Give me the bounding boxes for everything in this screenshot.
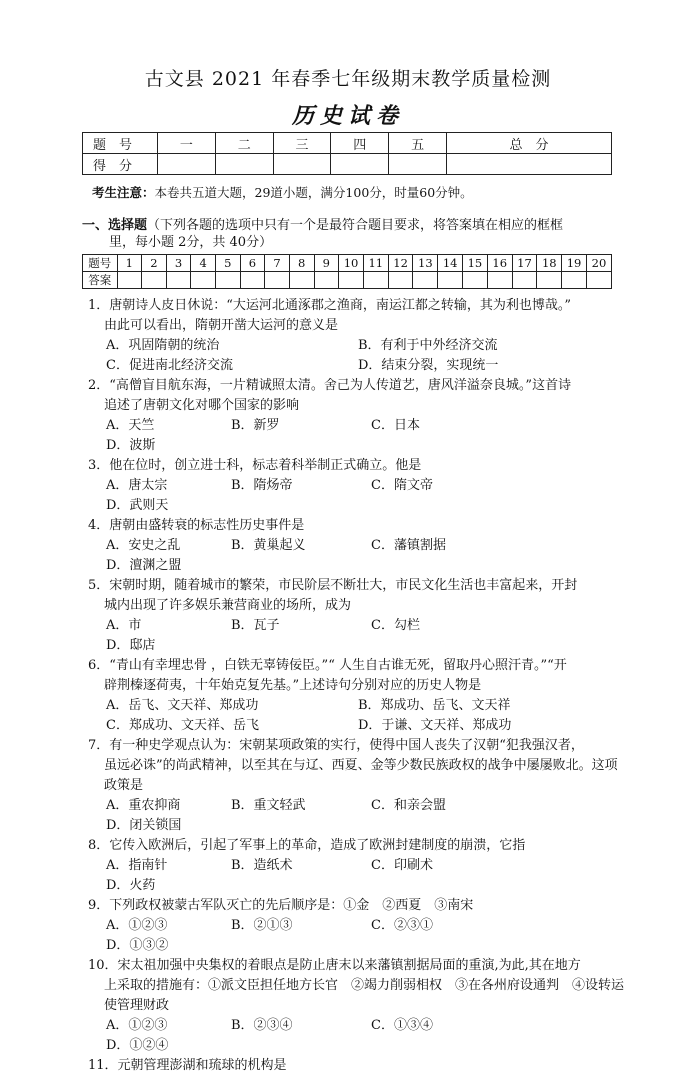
option[interactable]: B．②①③ [231, 918, 293, 933]
answer-number-cell: 8 [289, 255, 314, 272]
score-cell[interactable] [331, 154, 389, 175]
answer-table [82, 254, 612, 289]
score-header-4: 四 [331, 133, 389, 154]
question [88, 736, 628, 836]
answer-number-label: 题号 [83, 255, 118, 272]
score-cell[interactable] [446, 154, 611, 175]
option[interactable]: A．重农抑商 [106, 798, 181, 813]
notice-text: 本卷共五道大题，29道小题，满分100分，时量60分钟。 [154, 185, 473, 200]
section-1-heading: 一、选择题 [82, 218, 148, 233]
score-header-1: 一 [158, 133, 216, 154]
question-stem: 8．它传入欧洲后，引起了军事上的革命，造成了欧洲封建制度的崩溃，它指 [88, 838, 526, 853]
score-cell[interactable] [158, 154, 216, 175]
option[interactable]: A．巩固隋朝的统治 [106, 338, 220, 353]
answer-cell[interactable] [487, 272, 512, 289]
score-header-5: 五 [389, 133, 447, 154]
question-options [88, 536, 628, 576]
option[interactable]: C．①③④ [371, 1018, 433, 1033]
answer-cell[interactable] [339, 272, 364, 289]
option[interactable]: B．②③④ [231, 1018, 293, 1033]
answer-cell[interactable] [512, 272, 537, 289]
score-table [82, 132, 612, 175]
option[interactable]: B．新罗 [231, 418, 280, 433]
notice-label: 考生注意： [92, 185, 155, 200]
question-stem-continued: 由此可以看出，隋朝开凿大运河的意义是 [104, 318, 339, 333]
score-cell[interactable] [273, 154, 331, 175]
question-stem: 6．“青山有幸埋忠骨 ，白铁无辜铸佞臣。”“ 人生自古谁无死，留取丹心照汗青。”“开 [88, 658, 567, 673]
score-row-label: 得 分 [83, 154, 158, 175]
option[interactable]: A．①②③ [106, 1018, 168, 1033]
option[interactable]: C．印刷术 [371, 858, 433, 873]
option[interactable]: D．于谦、文天祥、郑成功 [358, 718, 512, 733]
option[interactable]: C．促进南北经济交流 [106, 358, 233, 373]
question-options [88, 1016, 628, 1056]
answer-number-cell: 3 [166, 255, 191, 272]
answer-cell[interactable] [142, 272, 167, 289]
answer-number-cell: 18 [537, 255, 562, 272]
option[interactable]: A．岳飞、文天祥、郑成功 [106, 698, 259, 713]
question-options [88, 856, 628, 896]
answer-number-cell: 13 [413, 255, 438, 272]
question-stem: 7．有一种史学观点认为：宋朝某项政策的实行，使得中国人丧失了汉朝“犯我强汉者， [88, 738, 584, 753]
answer-number-cell: 14 [438, 255, 463, 272]
score-table-header-row [83, 133, 612, 154]
answer-cell[interactable] [289, 272, 314, 289]
question-options [88, 336, 628, 376]
question [88, 836, 628, 896]
score-cell[interactable] [389, 154, 447, 175]
option[interactable]: A．安史之乱 [106, 538, 181, 553]
answer-cell[interactable] [586, 272, 611, 289]
option[interactable]: C．和亲会盟 [371, 798, 446, 813]
answer-cell[interactable] [413, 272, 438, 289]
option[interactable]: D．火药 [106, 878, 156, 893]
answer-cell[interactable] [240, 272, 265, 289]
answer-number-cell: 17 [512, 255, 537, 272]
question-options [88, 696, 628, 736]
answer-number-cell: 4 [191, 255, 216, 272]
answer-cell[interactable] [191, 272, 216, 289]
question [88, 1056, 628, 1076]
question [88, 456, 628, 516]
score-header-label: 题 号 [83, 133, 158, 154]
answer-cell[interactable] [562, 272, 587, 289]
question [88, 376, 628, 456]
question-options [88, 416, 628, 456]
answer-cell[interactable] [314, 272, 339, 289]
option[interactable]: B．瓦子 [231, 618, 280, 633]
answer-cell[interactable] [265, 272, 290, 289]
option[interactable]: B．郑成功、岳飞、文天祥 [358, 698, 511, 713]
question-options [88, 476, 628, 516]
answer-cell[interactable] [537, 272, 562, 289]
answer-number-cell: 6 [240, 255, 265, 272]
option[interactable]: C．郑成功、文天祥、岳飞 [106, 718, 259, 733]
option[interactable]: C．勾栏 [371, 618, 420, 633]
option[interactable]: B．黄巢起义 [231, 538, 306, 553]
option[interactable]: B．隋炀帝 [231, 478, 293, 493]
answer-cell[interactable] [166, 272, 191, 289]
option[interactable]: C．②③① [371, 918, 433, 933]
score-header-3: 三 [273, 133, 331, 154]
option[interactable]: B．造纸术 [231, 858, 293, 873]
answer-number-cell: 12 [388, 255, 413, 272]
answer-number-row [83, 255, 612, 272]
question-stem-continued: 城内出现了许多娱乐兼营商业的场所，成为 [104, 598, 352, 613]
option[interactable]: A．唐太宗 [106, 478, 168, 493]
question-stem-continued: 辟荆榛逐荷夷，十年始克复先基。”上述诗句分别对应的历史人物是 [104, 678, 482, 693]
question-options [88, 796, 628, 836]
option[interactable]: B．有利于中外经济交流 [358, 338, 498, 353]
section-1-instruction-1: （下列各题的选项中只有一个是最符合题目要求，将答案填在相应的框框 [147, 218, 564, 233]
question-list [88, 296, 628, 1076]
answer-number-cell: 20 [586, 255, 611, 272]
answer-number-cell: 9 [314, 255, 339, 272]
option[interactable]: A．指南针 [106, 858, 168, 873]
exam-notice [92, 183, 473, 201]
question-stem: 1．唐朝诗人皮日休说：“大运河北通涿郡之渔商，南运江都之转输，其为利也博哉。” [88, 298, 572, 313]
score-header-2: 二 [215, 133, 273, 154]
question-stem: 11．元朝管理澎湖和琉球的机构是 [88, 1058, 287, 1073]
answer-cell[interactable] [363, 272, 388, 289]
option[interactable]: D．①③② [106, 938, 169, 953]
question-stem: 9．下列政权被蒙古军队灭亡的先后顺序是：①金 ②西夏 ③南宋 [88, 898, 474, 913]
option[interactable]: A．市 [106, 618, 142, 633]
answer-number-cell: 10 [339, 255, 364, 272]
option[interactable]: D．波斯 [106, 438, 156, 453]
option[interactable]: B．重文轻武 [231, 798, 306, 813]
score-table-score-row [83, 154, 612, 175]
answer-number-cell: 16 [487, 255, 512, 272]
question-stem-continued: 追述了唐朝文化对哪个国家的影响 [104, 398, 300, 413]
answer-row [83, 272, 612, 289]
question-stem: 10．宋太祖加强中央集权的着眼点是防止唐末以来藩镇割据局面的重演,为此,其在地方 [88, 958, 581, 973]
question-options [88, 616, 628, 656]
question [88, 896, 628, 956]
option[interactable]: D．结束分裂，实现统一 [358, 358, 499, 373]
option[interactable]: C．日本 [371, 418, 420, 433]
option[interactable]: D．①②④ [106, 1038, 169, 1053]
option[interactable]: C．隋文帝 [371, 478, 433, 493]
answer-cell[interactable] [216, 272, 241, 289]
option[interactable]: C．藩镇割据 [371, 538, 446, 553]
answer-cell[interactable] [463, 272, 488, 289]
answer-number-cell: 15 [463, 255, 488, 272]
question [88, 516, 628, 576]
question-stem: 3．他在位时，创立进士科，标志着科举制正式确立。他是 [88, 458, 422, 473]
answer-number-cell: 2 [142, 255, 167, 272]
answer-cell[interactable] [117, 272, 142, 289]
question [88, 656, 628, 736]
answer-number-cell: 11 [363, 255, 388, 272]
answer-number-cell: 1 [117, 255, 142, 272]
option[interactable]: A．①②③ [106, 918, 168, 933]
question-stem-continued: 虽远必诛”的尚武精神，以至其在与辽、西夏、金等少数民族政权的战争中屡屡败北。这项政策是 [104, 758, 618, 793]
exam-subtitle: 历史试卷 [291, 103, 404, 129]
question-stem: 2．“高僧盲目航东海，一片精诚照太清。舍己为人传道艺，唐风洋溢奈良城。”这首诗 [88, 378, 572, 393]
answer-cell[interactable] [388, 272, 413, 289]
question [88, 296, 628, 376]
score-cell[interactable] [215, 154, 273, 175]
option[interactable]: A．天竺 [106, 418, 155, 433]
option[interactable]: D．武则天 [106, 498, 169, 513]
question-stem: 5．宋朝时期，随着城市的繁荣，市民阶层不断壮大，市民文化生活也丰富起来，开封 [88, 578, 578, 593]
option[interactable]: D．澶渊之盟 [106, 558, 182, 573]
question-stem: 4．唐朝由盛转衰的标志性历史事件是 [88, 518, 305, 533]
answer-cell[interactable] [438, 272, 463, 289]
option[interactable]: D．闭关锁国 [106, 818, 182, 833]
answer-number-cell: 5 [216, 255, 241, 272]
score-header-total: 总 分 [446, 133, 611, 154]
exam-title: 古文县 2021 年春季七年级期末教学质量检测 [144, 68, 552, 90]
question [88, 576, 628, 656]
answer-label: 答案 [83, 272, 118, 289]
question-options [88, 916, 628, 956]
section-1-instruction-2: 里，每小题 2分，共 40分） [109, 235, 273, 250]
option[interactable]: D．邸店 [106, 638, 156, 653]
question [88, 956, 628, 1056]
section-1-header [82, 217, 622, 251]
question-stem-continued: 上采取的措施有：①派文臣担任地方长官 ②竭力削弱相权 ③在各州府设通判 ④设转运使管理财政 [104, 978, 625, 1013]
answer-number-cell: 19 [562, 255, 587, 272]
answer-number-cell: 7 [265, 255, 290, 272]
